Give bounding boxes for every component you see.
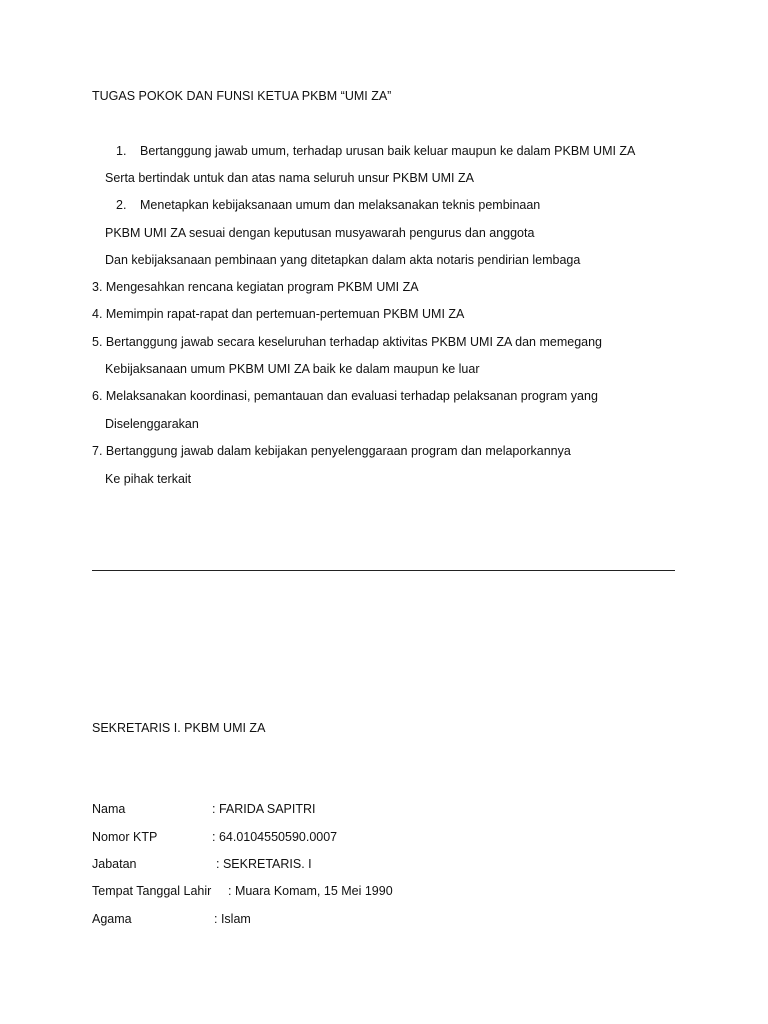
field-label: Jabatan — [92, 857, 137, 871]
list-item-1-continuation: Serta bertindak untuk dan atas nama seluruh unsur PKBM UMI ZA — [105, 171, 474, 185]
field-row-tempat-tanggal-lahir — [92, 883, 393, 899]
list-item-2-continuation: Dan kebijaksanaan pembinaan yang ditetapkan dalam akta notaris pendirian lembaga — [105, 253, 581, 267]
list-text: Menetapkan kebijaksanaan umum dan melaksanakan teknis pembinaan — [140, 198, 541, 212]
list-number: 2. — [116, 198, 127, 212]
list-item-2 — [116, 197, 540, 213]
list-item-5: 5. Bertanggung jawab secara keseluruhan terhadap aktivitas PKBM UMI ZA dan memegang — [92, 335, 603, 349]
field-label: Nomor KTP — [92, 830, 158, 844]
field-row-nomor-ktp — [92, 829, 337, 845]
field-label: Tempat Tanggal Lahir — [92, 884, 212, 898]
list-item-6: 6. Melaksanakan koordinasi, pemantauan dan evaluasi terhadap pelaksanan program yang — [92, 389, 598, 403]
list-item-1 — [116, 143, 635, 159]
field-row-jabatan — [92, 856, 312, 872]
list-item-7: 7. Bertanggung jawab dalam kebijakan penyelenggaraan program dan melaporkannya — [92, 444, 571, 458]
list-number: 1. — [116, 144, 127, 158]
list-item-3: 3. Mengesahkan rencana kegiatan program PKBM UMI ZA — [92, 280, 419, 294]
field-value: : 64.0104550590.0007 — [212, 830, 338, 844]
field-value: : Muara Komam, 15 Mei 1990 — [228, 884, 393, 898]
page-title: TUGAS POKOK DAN FUNSI KETUA PKBM “UMI ZA” — [92, 89, 392, 103]
field-value: : Islam — [214, 912, 251, 926]
field-label: Agama — [92, 912, 132, 926]
list-item-2-continuation: PKBM UMI ZA sesuai dengan keputusan musyawarah pengurus dan anggota — [105, 226, 535, 240]
field-row-nama — [92, 801, 316, 817]
list-item-5-continuation: Kebijaksanaan umum PKBM UMI ZA baik ke dalam maupun ke luar — [105, 362, 480, 376]
field-value: : FARIDA SAPITRI — [212, 802, 316, 816]
list-item-6-continuation: Diselenggarakan — [105, 417, 199, 431]
list-text: Bertanggung jawab umum, terhadap urusan baik keluar maupun ke dalam PKBM UMI ZA — [140, 144, 636, 158]
field-value: : SEKRETARIS. I — [216, 857, 312, 871]
field-label: Nama — [92, 802, 126, 816]
horizontal-divider — [92, 570, 675, 571]
list-item-7-continuation: Ke pihak terkait — [105, 472, 192, 486]
list-item-4: 4. Memimpin rapat-rapat dan pertemuan-pertemuan PKBM UMI ZA — [92, 307, 465, 321]
section-heading: SEKRETARIS I. PKBM UMI ZA — [92, 721, 266, 735]
field-row-agama — [92, 911, 251, 927]
